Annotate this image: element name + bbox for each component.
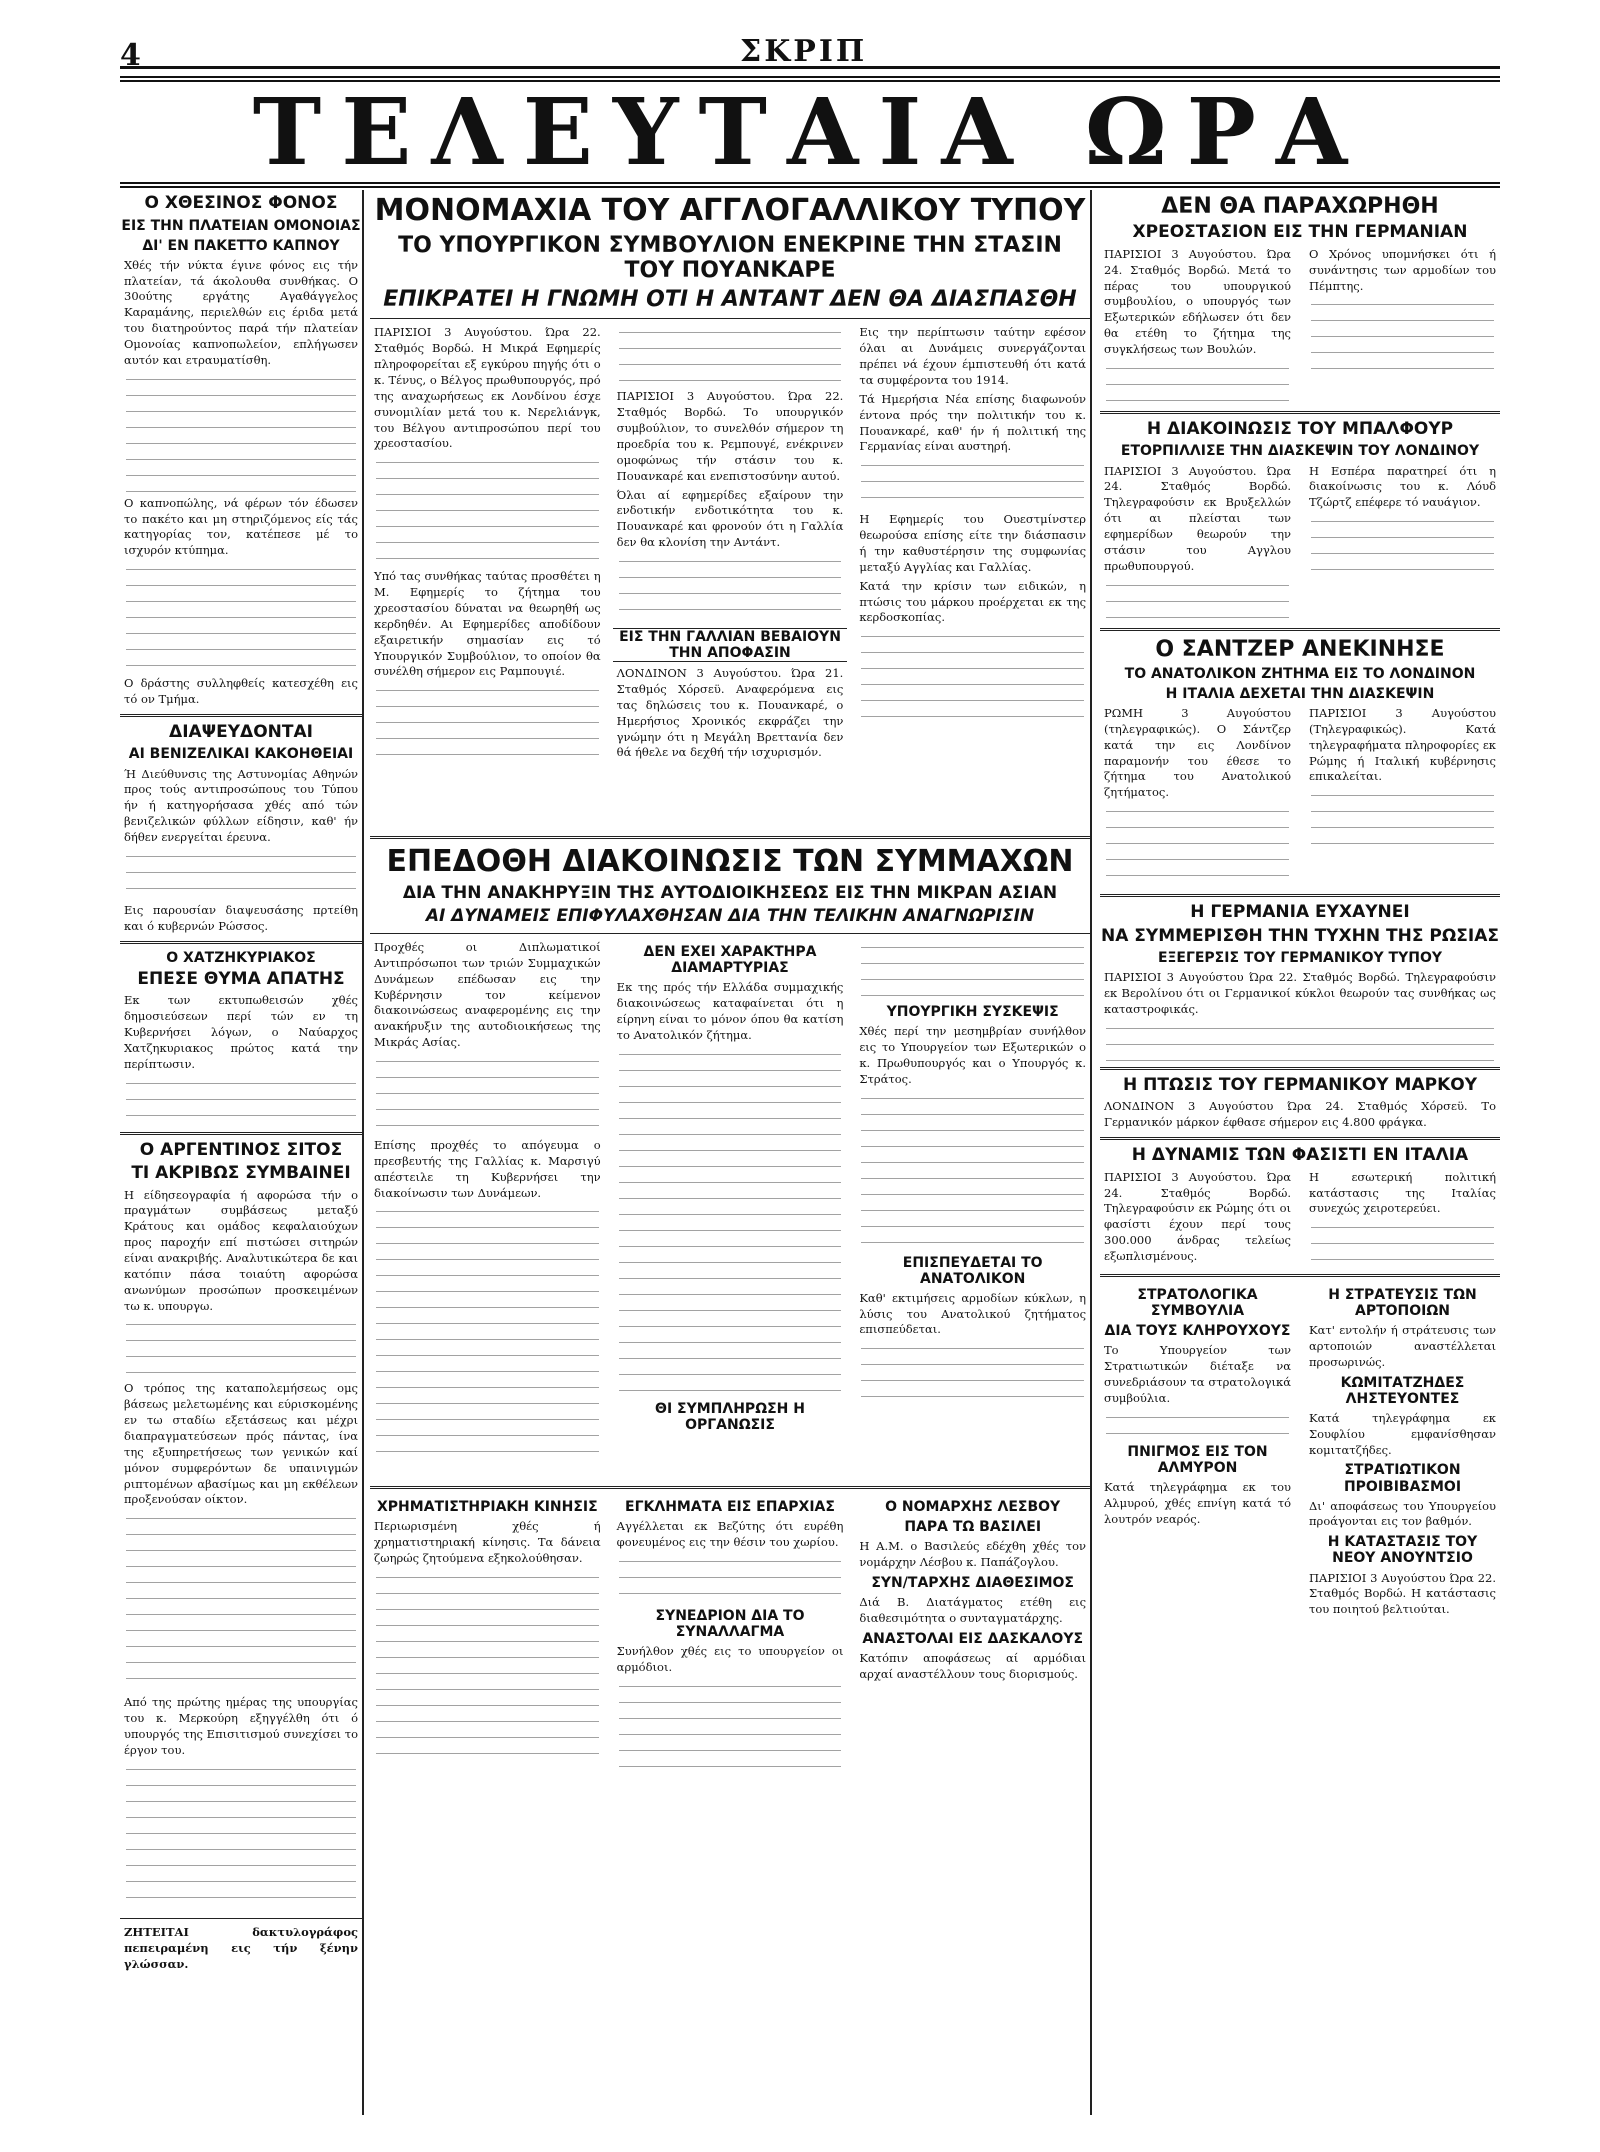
article-text: Ο καπνοπώλης, νά φέρων τόν έδωσεν το πακέτο και μη στηριζόμενος είς τάς κατηγορίας τον, κατέπεσε μέ το ισχυρόν κτύπημα. xyxy=(124,495,358,558)
article-text: Ο δράστης συλληφθείς κατεσχέθη εις τό ον Τμήμα. xyxy=(124,676,358,707)
article-text: Καθ' εκτιμήσεις αρμοδίων κύκλων, η λύσις του Ανατολικού ζητήματος επισπεύδεται. xyxy=(859,1290,1087,1337)
subheadline: Ο ΝΟΜΑΡΧΗΣ ΛΕΣΒΟΥ xyxy=(885,1498,1061,1515)
article-text: Η Εφημερίς του Ουεστμίνστερ θεωρούσα επίσης είτε την διάσπασιν ή την καθυστέρησιν της συμφωνίας μεταξύ Αγγλίας και Γαλλίας. xyxy=(859,512,1087,574)
article-text: Η είδησεογραφία ή αφορώσα τήν ο πραγμάτων συμβάσεως μεταξύ Κράτους και ομάδος κεφαλαιούχων προς παροχήν επί πιστώσει σιτηρών είναι ανακριβής. Αναλυτικώτερα δε και κατόπιν πάσα τοιαύτη αφορώσα ανωνύμων προσώπων προσκειμένων τω κ. υπουργω. xyxy=(124,1187,358,1313)
article-text: Κατ' εντολήν ή στράτευσις των αρτοποιών αναστέλλεται προσωρινώς. xyxy=(1309,1323,1496,1369)
text-block xyxy=(861,629,1084,719)
text-block xyxy=(1106,361,1289,401)
masthead-bar xyxy=(120,34,1500,73)
text-block xyxy=(126,1762,356,1912)
headline: ΝΑ ΣΥΜΜΕΡΙΣΘΗ ΤΗΝ ΤΥΧΗΝ ΤΗΣ ΡΩΣΙΑΣ xyxy=(1101,925,1499,946)
headline: ΤΟ ΑΝΑΤΟΛΙΚΟΝ ΖΗΤΗΜΑ ΕΙΣ ΤΟ ΛΟΝΔΙΝΟΝ xyxy=(1124,665,1476,682)
article-text: Επίσης προχθές το απόγευμα ο πρεσβευτής της Γαλλίας κ. Μαρσιγύ απέστειλε τη Κυβερνήσει την διακοίνωσιν των Δυνάμεων. xyxy=(374,1138,601,1200)
article-text: Χθές περί την μεσημβρίαν συνήλθον εις το Υπουργείον των Εξωτερικών ο κ. Πρωθυπουργός και ο Υπουργός κ. Στράτος. xyxy=(859,1024,1087,1086)
subheadline: ΕΙΣ ΤΗΝ ΓΑΛΛΙΑΝ ΒΕΒΑΙΟΥΝ ΤΗΝ ΑΠΟΦΑΣΙΝ xyxy=(613,628,848,662)
text-block xyxy=(619,325,842,385)
subheadline: ΚΩΜΙΤΑΤΖΗΔΕΣ ΛΗΣΤΕΥΟΝΤΕΣ xyxy=(1340,1374,1465,1407)
headline: ΕΤΟΡΠΙΛΛΙΣΕ ΤΗΝ ΔΙΑΣΚΕΨΙΝ ΤΟΥ ΛΟΝΔΙΝΟΥ xyxy=(1120,443,1480,460)
subheadline: ΣΤΡΑΤΟΛΟΓΙΚΑ ΣΥΜΒΟΥΛΙΑ xyxy=(1137,1286,1258,1319)
left-column xyxy=(120,190,364,2115)
text-block xyxy=(1311,297,1494,377)
right-column xyxy=(1100,190,1500,2115)
article-text: Κατά τηλεγράφημα εκ Σουφλίου εμφανίσθησαν κομιτατζήδες. xyxy=(1309,1410,1496,1457)
headline: ΧΡΕΟΣΤΑΣΙΟΝ ΕΙΣ ΤΗΝ ΓΕΡΜΑΝΙΑΝ xyxy=(1132,222,1468,243)
subheadline: ΣΥΝΕΔΡΙΟΝ ΔΙΑ ΤΟ ΣΥΝΑΛΛΑΓΜΑ xyxy=(655,1607,805,1640)
headline: Η ΔΥΝΑΜΙΣ ΤΩΝ ΦΑΣΙΣΤΙ ΕΝ ΙΤΑΛΙΑ xyxy=(1131,1145,1469,1166)
subheadline: Η ΣΤΡΑΤΕΥΣΙΣ ΤΩΝ ΑΡΤΟΠΟΙΩΝ xyxy=(1328,1286,1477,1319)
subheadline: ΔΙΑ ΤΟΥΣ ΚΛΗΡΟΥΧΟΥΣ xyxy=(1104,1323,1291,1340)
text-block xyxy=(861,458,1084,508)
article-text: ΠΑΡΙΣΙΟΙ 3 Αυγούστου Ώρα 22. Σταθμός Βορδώ. Τηλεγραφούσιν εκ Βερολίνου ότι οι Γερμανικοί κύκλοι θεωρούν τας συνθήκας ως καταστροφικάς. xyxy=(1104,970,1496,1017)
article-columns xyxy=(1100,464,1500,622)
main-headline: ΑΙ ΔΥΝΑΜΕΙΣ ΕΠΙΦΥΛΑΧΘΗΣΑΝ ΔΙΑ ΤΗΝ ΤΕΛΙΚΗΝ ΑΝΑΓΝΩΡΙΣΙΝ xyxy=(425,906,1035,927)
headline: Η ΓΕΡΜΑΝΙΑ ΕΥΧΑΥΝΕΙ xyxy=(1190,902,1410,923)
text-block xyxy=(376,1054,599,1134)
headline: Η ΔΙΑΚΟΙΝΩΣΙΣ ΤΟΥ ΜΠΑΛΦΟΥΡ xyxy=(1146,418,1454,439)
subheadline: ΕΓΚΛΗΜΑΤΑ ΕΙΣ ΕΠΑΡΧΙΑΣ xyxy=(625,1498,835,1515)
article-text: Από της πρώτης ημέρας της υπουργίας του κ. Μερκούρη εξηγγέλθη ότι ό υπουργός της Επισιτισμού συνεχίσει το έργον του. xyxy=(124,1695,358,1757)
text-block xyxy=(619,1047,842,1397)
headline: ΕΠΕΣΕ ΘΥΜΑ ΑΠΑΤΗΣ xyxy=(137,968,345,989)
text-block xyxy=(1311,1220,1494,1260)
page-number: 4 xyxy=(120,38,141,73)
article-text: Η εσωτερική πολιτική κατάστασις της Ιταλίας συνεχώς χειροτερεύει. xyxy=(1309,1169,1496,1216)
article-text: Όλαι αί εφημερίδες εξαίρουν την ενδοτικήν ενδοτικότητα του κ. Πουανκαρέ και φρονούν ότι η Γαλλία δεν θα κλονίση την Αντάντ. xyxy=(616,487,844,550)
subheadline: ΣΤΡΑΤΙΩΤΙΚΟΝ ΠΡΟΙΒΙΒΑΣΜΟΙ xyxy=(1343,1462,1462,1495)
text-block xyxy=(619,1554,842,1604)
text-block xyxy=(126,1076,356,1126)
article-columns xyxy=(370,325,1090,830)
subheadline: ΧΡΗΜΑΤΙΣΤΗΡΙΑΚΗ ΚΙΝΗΣΙΣ xyxy=(376,1498,598,1515)
article-columns xyxy=(1100,1170,1500,1268)
article-columns xyxy=(370,940,1090,1480)
article-columns xyxy=(1100,247,1500,405)
article-text: ΠΑΡΙΣΙΟΙ 3 Αυγούστου. Ώρα 22. Σταθμός Βορδώ. Η Μικρά Εφημερίς πληροφορείται εξ εγκύρου πηγής ότι ο κ. Τένυς, ο Βέλγος πρωθυπουργός, πρό της αναχωρήσεως εκ Λονδίνου έσχε συνομιλίαν μετά του κ. Νερελιάνγκ, του Βέλγου αντιπροσώπου περί του χρεοστασίου. xyxy=(374,325,601,451)
main-headline: ΕΠΕΔΟΘΗ ΔΙΑΚΟΙΝΩΣΙΣ ΤΩΝ ΣΥΜΜΑΧΩΝ xyxy=(386,844,1074,880)
article-text: ΛΟΝΔΙΝΟΝ 3 Αυγούστου. Ώρα 21. Σταθμός Χόρσεϋ. Αναφερόμενα εις τας δηλώσεις του κ. Πουανκαρέ, ο Ημερήσιος Χρονικός εκφράζει την γνώμην ότι η Μεγάλη Βρεττανία δεν θά ήθελε να δεχθή τήν ισχυρισμόν. xyxy=(616,666,844,760)
text-block xyxy=(619,554,842,624)
subheadline: ΑΝΑΣΤΟΛΑΙ ΕΙΣ ΔΑΣΚΑΛΟΥΣ xyxy=(862,1630,1084,1647)
headline: ΤΙ ΑΚΡΙΒΩΣ ΣΥΜΒΑΙΝΕΙ xyxy=(131,1163,351,1184)
article-text: Το Υπουργείον των Στρατιωτικών διέταξε να συνεδριάσουν τα στρατολογικά συμβούλια. xyxy=(1104,1343,1291,1405)
text-block xyxy=(126,849,356,899)
article-text: Εις παρουσίαν διαψευσάσης πρτείθη και ό κυβερνών Ρώσσος. xyxy=(124,902,358,933)
article-text: Εις την περίπτωσιν ταύτην εφέσον όλαι αι Δυνάμεις συνεργάζονται πρέπει νά έχουν έμπιστευθή ότι κατά τα συμφέροντα του 1914. xyxy=(859,325,1087,387)
text-block xyxy=(1311,514,1494,584)
text-block xyxy=(1311,788,1494,858)
article-text: Κατά τηλεγράφημα εκ του Αλμυρού, χθές επνίγη κατά τό λουτρόν νεαρός. xyxy=(1104,1479,1291,1526)
headline: ΕΞΕΓΕΡΣΙΣ ΤΟΥ ΓΕΡΜΑΝΙΚΟΥ ΤΥΠΟΥ xyxy=(1157,950,1443,967)
article-text: Τά Ημερήσια Νέα επίσης διαφωνούν έντονα πρός την πολιτικήν του κ. Πουανκαρέ, καθ' ήν ή πολιτική της Γερμανίας είναι αυστηρή. xyxy=(859,391,1087,454)
text-block xyxy=(376,683,599,763)
headline: Ο ΑΡΓΕΝΤΙΝΟΣ ΣΙΤΟΣ xyxy=(139,1139,343,1160)
article-text: Ο Χρόνος υπομνήσκει ότι ή συνάντησις των αρμοδίων του Πέμπτης. xyxy=(1309,246,1496,293)
text-block xyxy=(126,562,356,672)
article-text: ΠΑΡΙΣΙΟΙ 3 Αυγούστου. Ώρα 24. Σταθμός Βορδώ. Μετά το πέρας του υπουργικού συμβουλίου, ο υπουργός των Εξωτερικών εδήλωσεν ότι δεν θα ετέθη το ζήτημα της συγκλήσεως των Βουλών. xyxy=(1104,246,1291,356)
text-block xyxy=(1106,1021,1494,1061)
headline: Ο ΧΑΤΖΗΚΥΡΙΑΚΟΣ xyxy=(166,949,316,966)
article-text: Περιωρισμένη χθές ή χρηματιστηριακή κίνησις. Τα δάνεια ζωηρώς ζητούμενα εξηκολούθησαν. xyxy=(374,1519,601,1565)
text-block xyxy=(619,1679,842,1769)
headline: ΔΕΝ ΘΑ ΠΑΡΑΧΩΡΗΘΗ xyxy=(1161,194,1439,219)
headline: Ο ΣΑΝΤΖΕΡ ΑΝΕΚΙΝΗΣΕ xyxy=(1155,636,1445,662)
headline: ΑΙ ΒΕΝΙΖΕΛΙΚΑΙ ΚΑΚΟΗΘΕΙΑΙ xyxy=(128,746,354,763)
article-text: Η Εσπέρα παρατηρεί ότι η διακοίνωσις του κ. Λόυδ Τζώρτζ επέφερε τό ναυάγιον. xyxy=(1309,463,1496,510)
subheadline: ΔΕΝ ΕΧΕΙ ΧΑΡΑΚΤΗΡΑ ΔΙΑΜΑΡΤΥΡΙΑΣ xyxy=(643,943,817,977)
article-text: Εκ της πρός τήν Ελλάδα συμμαχικής διακοινώσεως καταφαίνεται ότι η είρηνη είναι το μόνον όπου θα κατίση το Ανατολικόν ζήτημα. xyxy=(616,980,844,1042)
paper-name: ΣΚΡΙΠ xyxy=(740,34,868,69)
classified-ad: ΖΗΤΕΙΤΑΙ δακτυλογράφος πεπειραμένη εις τήν ξένην γλώσσαν. xyxy=(124,1924,358,1971)
article-text: Χθές τήν νύκτα έγινε φόνος εις τήν πλατείαν, τά άκολουθα συνθήκας. Ο 30ούτης εργάτης Αγαθάγγελος Καραμάνης, περιελθών εις έριδα μετά του διατηρούντος παρά τήν πλατείαν Ομονοίας καπνοπωλείον, επλήγωσεν αυτόν και ετραυματίσθη. xyxy=(124,257,358,367)
text-block xyxy=(376,1204,599,1454)
main-headline: ΔΙΑ ΤΗΝ ΑΝΑΚΗΡΥΞΙΝ ΤΗΣ ΑΥΤΟΔΙΟΙΚΗΣΕΩΣ ΕΙΣ ΤΗΝ ΜΙΚΡΑΝ ΑΣΙΑΝ xyxy=(402,882,1058,903)
main-headline: ΕΠΙΚΡΑΤΕΙ Η ΓΝΩΜΗ ΟΤΙ Η ΑΝΤΑΝΤ ΔΕΝ ΘΑ ΔΙΑΣΠΑΣΘΗ xyxy=(383,287,1077,313)
article-text: Διά Β. Διατάγματος ετέθη εις διαθεσιμότητα ο συνταγματάρχης. xyxy=(859,1594,1087,1625)
article-text: Η Α.Μ. ο Βασιλεύς εδέχθη χθές τον νομάρχην Λέσβου κ. Παπάζογλου. xyxy=(859,1539,1087,1570)
headline: Ο ΧΘΕΣΙΝΟΣ ΦΟΝΟΣ xyxy=(144,193,338,213)
text-block xyxy=(376,455,599,565)
brief-columns xyxy=(1100,1283,1500,1621)
text-block xyxy=(1106,1410,1289,1440)
article-text: Υπό τας συνθήκας ταύτας προσθέτει η Μ. Εφημερίς το ζήτημα του χρεοστασίου δύναται να θεωρηθή ως κερδηθέν. Αι Εφημερίδες αποδίδουν εξαιρετικήν σημασίαν εις τό Υπουργικόν Συμβούλιον, το οποίον θα συνέλθη σήμερον εις Ραμπουγιέ. xyxy=(374,569,601,679)
article-text: ΠΑΡΙΣΙΟΙ 3 Αυγούστου Ώρα 22. Σταθμός Βορδώ. Η κατάστασις του ποιητού βελτιούται. xyxy=(1309,1570,1496,1617)
article-text: Κατόπιν αποφάσεως αί αρμόδιαι αρχαί αναστέλλουν τους διορισμούς. xyxy=(859,1650,1087,1681)
article-text: Εκ των εκτυπωθεισών χθές δημοσιεύσεων περί τών εν τη Κυβερνήσει λόγων, ο Ναύαρχος Χατζηκυριακος πρώτος κατά την περίπτωσιν. xyxy=(124,993,358,1071)
article-text: ΠΑΡΙΣΙΟΙ 3 Αυγούστου. Ώρα 22. Σταθμός Βορδώ. Το υπουργικόν συμβούλιον, το συνελθόν σήμερον τη προεδρία του κ. Ρεμπουγέ, ενέκρινεν ομοφώνως τήν στάσιν του κ. Πουανκαρέ και ενεπιστοσύνην αυτού. xyxy=(616,389,844,483)
subheadline: Η ΚΑΤΑΣΤΑΣΙΣ ΤΟΥ ΝΕΟΥ ΑΝΟΥΝΤΣΙΟ xyxy=(1327,1534,1478,1567)
headline: ΔΙ' ΕΝ ΠΑΚΕΤΤΟ ΚΑΠΝΟΥ xyxy=(142,237,340,254)
headline: ΔΙΑΨΕΥΔΟΝΤΑΙ xyxy=(169,721,313,742)
article-text: Κατά την κρίσιν των ειδικών, η πτώσις του μάρκου προέρχεται εκ της κερδοσκοπίας. xyxy=(859,578,1087,625)
center-column xyxy=(370,190,1092,2115)
article-text: Δι' αποφάσεως του Υπουργείου προάγονται εις τον βαθμόν. xyxy=(1309,1498,1496,1529)
text-block xyxy=(126,1511,356,1691)
headline: Η ΠΤΩΣΙΣ ΤΟΥ ΓΕΡΜΑΝΙΚΟΥ ΜΑΡΚΟΥ xyxy=(1122,1074,1478,1095)
text-block xyxy=(126,1317,356,1377)
article-text: ΠΑΡΙΣΙΟΙ 3 Αυγούστου. Ώρα 24. Σταθμός Βορδώ. Τηλεγραφούσιν εκ Ρώμης ότι οι φασίστι έχουν περί τους 300.000 άνδρας τελείως εξωπλισμένους. xyxy=(1104,1169,1291,1264)
subheadline: ΥΠΟΥΡΓΙΚΗ ΣΥΣΚΕΨΙΣ xyxy=(886,1003,1059,1020)
headline: ΕΙΣ ΤΗΝ ΠΛΑΤΕΙΑΝ ΟΜΟΝΟΙΑΣ xyxy=(121,217,361,234)
text-block xyxy=(126,372,356,492)
article-text: ΠΑΡΙΣΙΟΙ 3 Αυγούστου. Ώρα 24. Σταθμός Βορδώ. Τηλεγραφούσιν εκ Βρυξελλών ότι αι πλείσται των εφημερίδων θεωρούν την στάσιν του Αγγλου πρωθυπουργού. xyxy=(1104,463,1291,573)
article-text: ΠΑΡΙΣΙΟΙ 3 Αυγούστου (Τηλεγραφικώς). Κατά τηλεγραφήματα πληροφορίες εκ Ρώμης ή Ιταλική κυβέρνησις επικαλείται. xyxy=(1309,706,1496,784)
text-block xyxy=(1106,804,1289,884)
subheadline: ΕΠΙΣΠΕΥΔΕΤΑΙ ΤΟ ΑΝΑΤΟΛΙΚΟΝ xyxy=(902,1254,1043,1287)
subheadline: ΣΥΝ/ΤΑΡΧΗΣ ΔΙΑΘΕΣΙΜΟΣ xyxy=(871,1574,1074,1591)
text-block xyxy=(861,1341,1084,1401)
text-block xyxy=(376,1570,599,1760)
article-text: Προχθές οι Διπλωματικοί Αντιπρόσωποι των τριών Συμμαχικών Δυνάμεων επέδωσαν εις την Κυβέρνησιν τον κείμενον διακοινώσεως αναφερομένης εις την ανακήρυξιν της αυτοδιοικήσεως της Μικράς Ασίας. xyxy=(374,939,601,1050)
main-headline: ΤΟ ΥΠΟΥΡΓΙΚΟΝ ΣΥΜΒΟΥΛΙΟΝ ΕΝΕΚΡΙΝΕ ΤΗΝ ΣΤΑΣΙΝ ΤΟΥ ΠΟΥΑΝΚΑΡΕ xyxy=(398,232,1062,283)
article-columns xyxy=(1100,706,1500,888)
article-text: Αγγέλλεται εκ Βεζύτης ότι ευρέθη φονευμένος εις την θέσιν του χωρίου. xyxy=(616,1519,844,1549)
article-text: ΛΟΝΔΙΝΟΝ 3 Αυγούστου Ώρα 24. Σταθμός Χόρσεϋ. Το Γερμανικόν μάρκον έφθασε σήμερον εις 4.800 φράγκα. xyxy=(1104,1099,1496,1130)
subheadline: ΠΑΡΑ ΤΩ ΒΑΣΙΛΕΙ xyxy=(904,1519,1042,1536)
headline: Η ΙΤΑΛΙΑ ΔΕΧΕΤΑΙ ΤΗΝ ΔΙΑΣΚΕΨΙΝ xyxy=(1165,685,1435,702)
article-text: ΡΩΜΗ 3 Αυγούστου (τηλεγραφικώς). Ο Σάντζερ κατά την εις Λονδίνον παραμονήν του έθεσε το ζήτημα του Ανατολικού ζητήματος. xyxy=(1104,706,1291,800)
banner-title: ΤΕΛΕΥΤΑΙΑ ΩΡΑ xyxy=(252,78,1368,186)
subheadline: ΘΙ ΣΥΜΠΛΗΡΩΣΗ Η ΟΡΓΑΝΩΣΙΣ xyxy=(655,1400,805,1433)
brief-columns xyxy=(370,1495,1090,1773)
text-block xyxy=(1106,578,1289,618)
article-text: Συνήλθον χθές εις το υπουργείον οι αρμόδιοι. xyxy=(616,1643,844,1674)
article-text: Ή Διεύθυνσις της Αστυνομίας Αθηνών προς τούς αντιπροσώπους του Τύπου ήν ή κατηγορήσασα χθές από τών βενιζελικών φύλλων είδησιν, καθ' ήν δήθεν ενεργείται έρευνα. xyxy=(124,766,358,844)
banner xyxy=(120,76,1500,188)
text-block xyxy=(861,1091,1084,1251)
main-headline: ΜΟΝΟΜΑΧΙΑ ΤΟΥ ΑΓΓΛΟΓΑΛΛΙΚΟΥ ΤΥΠΟΥ xyxy=(374,193,1086,228)
article-text: Ο τρόπος της καταπολεμήσεως ομς βάσεως μελετωμένης και εύρισκομένης εν τω σταδίω εξετάσεως και μέχρι διαπραγματεύσεων πρός πάντας, ίνα της εξυπηρετήσεως των γενικών καί μόνον συμφερόντων δε υπαινιγμών ριπτομένων αβασίμως και μη εκθέλεων προξενούσαν οίκτον. xyxy=(124,1381,358,1507)
subheadline: ΠΝΙΓΜΟΣ ΕΙΣ ΤΟΝ ΑΛΜΥΡΟΝ xyxy=(1127,1443,1268,1476)
text-block xyxy=(861,940,1084,1000)
